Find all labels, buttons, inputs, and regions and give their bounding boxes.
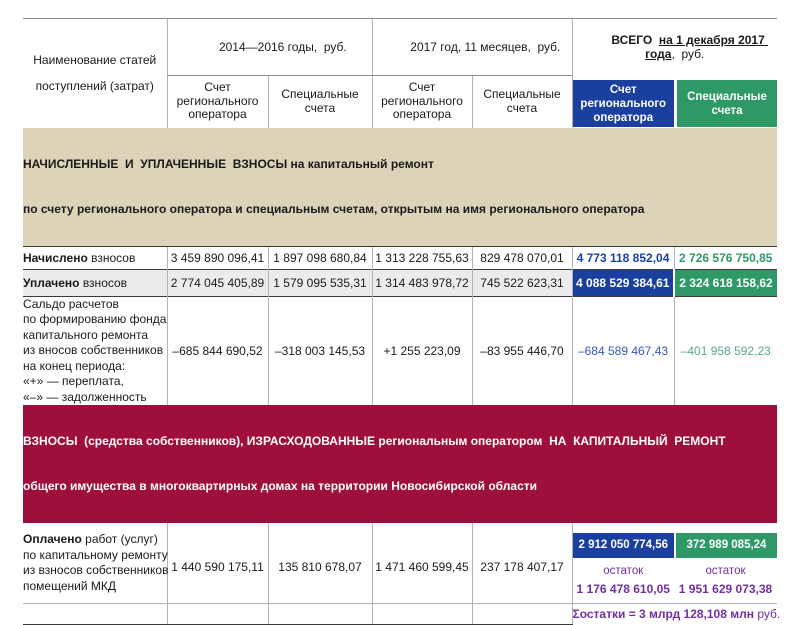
cell-balance-total-operator: –684 589 467,43 — [572, 296, 674, 405]
cell-accrued-2014-operator: 3 459 890 096,41 — [167, 246, 268, 269]
green-value-box: 372 989 085,24 — [676, 533, 777, 558]
cell-balance-2014-special: –318 003 145,53 — [268, 296, 372, 405]
total-date: на 1 декабря 2017 года — [645, 33, 769, 61]
row-paid-label: Уплачено взносов — [23, 269, 167, 296]
header-group-row — [23, 19, 777, 76]
section2-line1: ВЗНОСЫ (средства собственников), ИЗРАСХОДОВАННЫЕ региональным оператором НА КАПИТАЛЬНЫЙ РЕМОНТ — [23, 434, 726, 448]
cell-works-2017-operator: 1 471 460 599,45 — [372, 523, 472, 604]
bottom-empty-5 — [472, 604, 572, 625]
remainders-sum — [572, 604, 781, 625]
subheader-total-operator-account — [572, 75, 674, 128]
remainders-sum-unit: руб. — [753, 607, 781, 622]
row-paid — [23, 269, 777, 296]
cell-paid-total-operator: 4 088 529 384,61 — [572, 269, 674, 296]
cell-balance-total-special: –401 958 592,23 — [674, 296, 777, 405]
cell-accrued-total-operator: 4 773 118 852,04 — [572, 246, 674, 269]
blue-header-box: Счет регионального оператора — [573, 80, 675, 127]
header-name-line1: Наименование статей — [33, 53, 157, 68]
remainders-sum-value: Σостатки = 3 млрд 128,108 млн — [572, 607, 754, 622]
section1-band — [23, 128, 777, 247]
section-accrued-paid — [23, 128, 777, 247]
contributions-table — [23, 18, 781, 625]
cell-works-2014-special: 135 810 678,07 — [268, 523, 372, 604]
cell-balance-2017-operator: +1 255 223,09 — [372, 296, 472, 405]
subheader-2014-special-accounts: Специальные счета — [268, 75, 372, 128]
cell-paid-2014-special: 1 579 095 535,31 — [268, 269, 372, 296]
subheader-total-special-accounts — [674, 75, 777, 128]
total-unit: , руб. — [671, 47, 705, 61]
cell-paid-2017-operator: 1 314 483 978,72 — [372, 269, 472, 296]
cell-accrued-total-special: 2 726 576 750,85 — [674, 246, 777, 269]
remainder-label-special: остаток — [705, 564, 746, 577]
row-balance — [23, 296, 777, 405]
remainder-value-operator: 1 176 478 610,05 — [576, 581, 670, 596]
section2-band — [23, 405, 777, 523]
section-spent — [23, 405, 777, 523]
bottom-empty-4 — [372, 604, 472, 625]
cell-accrued-2014-special: 1 897 098 680,84 — [268, 246, 372, 269]
cell-works-2017-special: 237 178 407,17 — [472, 523, 572, 604]
row-accrued — [23, 246, 777, 269]
header-name-line2: поступлений (затрат) — [35, 79, 154, 94]
header-group-total — [572, 19, 777, 76]
cell-works-2014-operator: 1 440 590 175,11 — [167, 523, 268, 604]
row-works-paid-label: Оплачено работ (услуг) по капитальному ремонту из взносов собственников помещений МКД — [23, 532, 169, 593]
row-balance-label: Сальдо расчетов по формированию фонда капитального ремонта из вносов собственников на конец периода: «+» — переплата, «–» — задолженность — [23, 296, 167, 404]
blue-value-box: 2 912 050 774,56 — [573, 533, 675, 558]
subheader-2014-operator-account: Счет регионального оператора — [167, 75, 268, 128]
cell-accrued-2017-operator: 1 313 228 755,63 — [372, 246, 472, 269]
subheader-2017-operator-account: Счет регионального оператора — [372, 75, 472, 128]
section1-line2: по счету регионального оператора и специальным счетам, открытым на имя регионального оператора — [23, 201, 645, 216]
cell-paid-2014-operator: 2 774 045 405,89 — [167, 269, 268, 296]
section2-line2: общего имущества в многоквартирных домах на территории Новосибирской области — [23, 479, 538, 493]
header-group-2014-2016: 2014—2016 годы, руб. — [167, 19, 372, 76]
subheader-2017-special-accounts: Специальные счета — [472, 75, 572, 128]
cell-works-total-special — [674, 523, 777, 604]
header-name-column — [23, 19, 167, 128]
bottom-empty-1 — [23, 604, 167, 625]
section1-line1: НАЧИСЛЕННЫЕ И УПЛАЧЕННЫЕ ВЗНОСЫ на капитальный ремонт — [23, 156, 434, 171]
cell-paid-total-special: 2 324 618 158,62 — [674, 269, 777, 296]
green-header-box: Специальные счета — [677, 80, 777, 127]
bottom-empty-3 — [268, 604, 372, 625]
remainder-label-operator: остаток — [603, 564, 644, 577]
cell-accrued-2017-special: 829 478 070,01 — [472, 246, 572, 269]
cell-paid-2017-special: 745 522 623,31 — [472, 269, 572, 296]
row-remainders-sum — [23, 604, 777, 625]
bottom-empty-2 — [167, 604, 268, 625]
remainder-value-special: 1 951 629 073,38 — [678, 581, 773, 596]
total-label: ВСЕГО — [611, 33, 659, 47]
cell-balance-2017-special: –83 955 446,70 — [472, 296, 572, 405]
cell-works-total-operator — [572, 523, 674, 604]
row-works-paid — [23, 523, 777, 604]
row-accrued-label: Начислено взносов — [23, 246, 167, 269]
header-group-2017: 2017 год, 11 месяцев, руб. — [372, 19, 572, 76]
cell-balance-2014-operator: –685 844 690,52 — [167, 296, 268, 405]
